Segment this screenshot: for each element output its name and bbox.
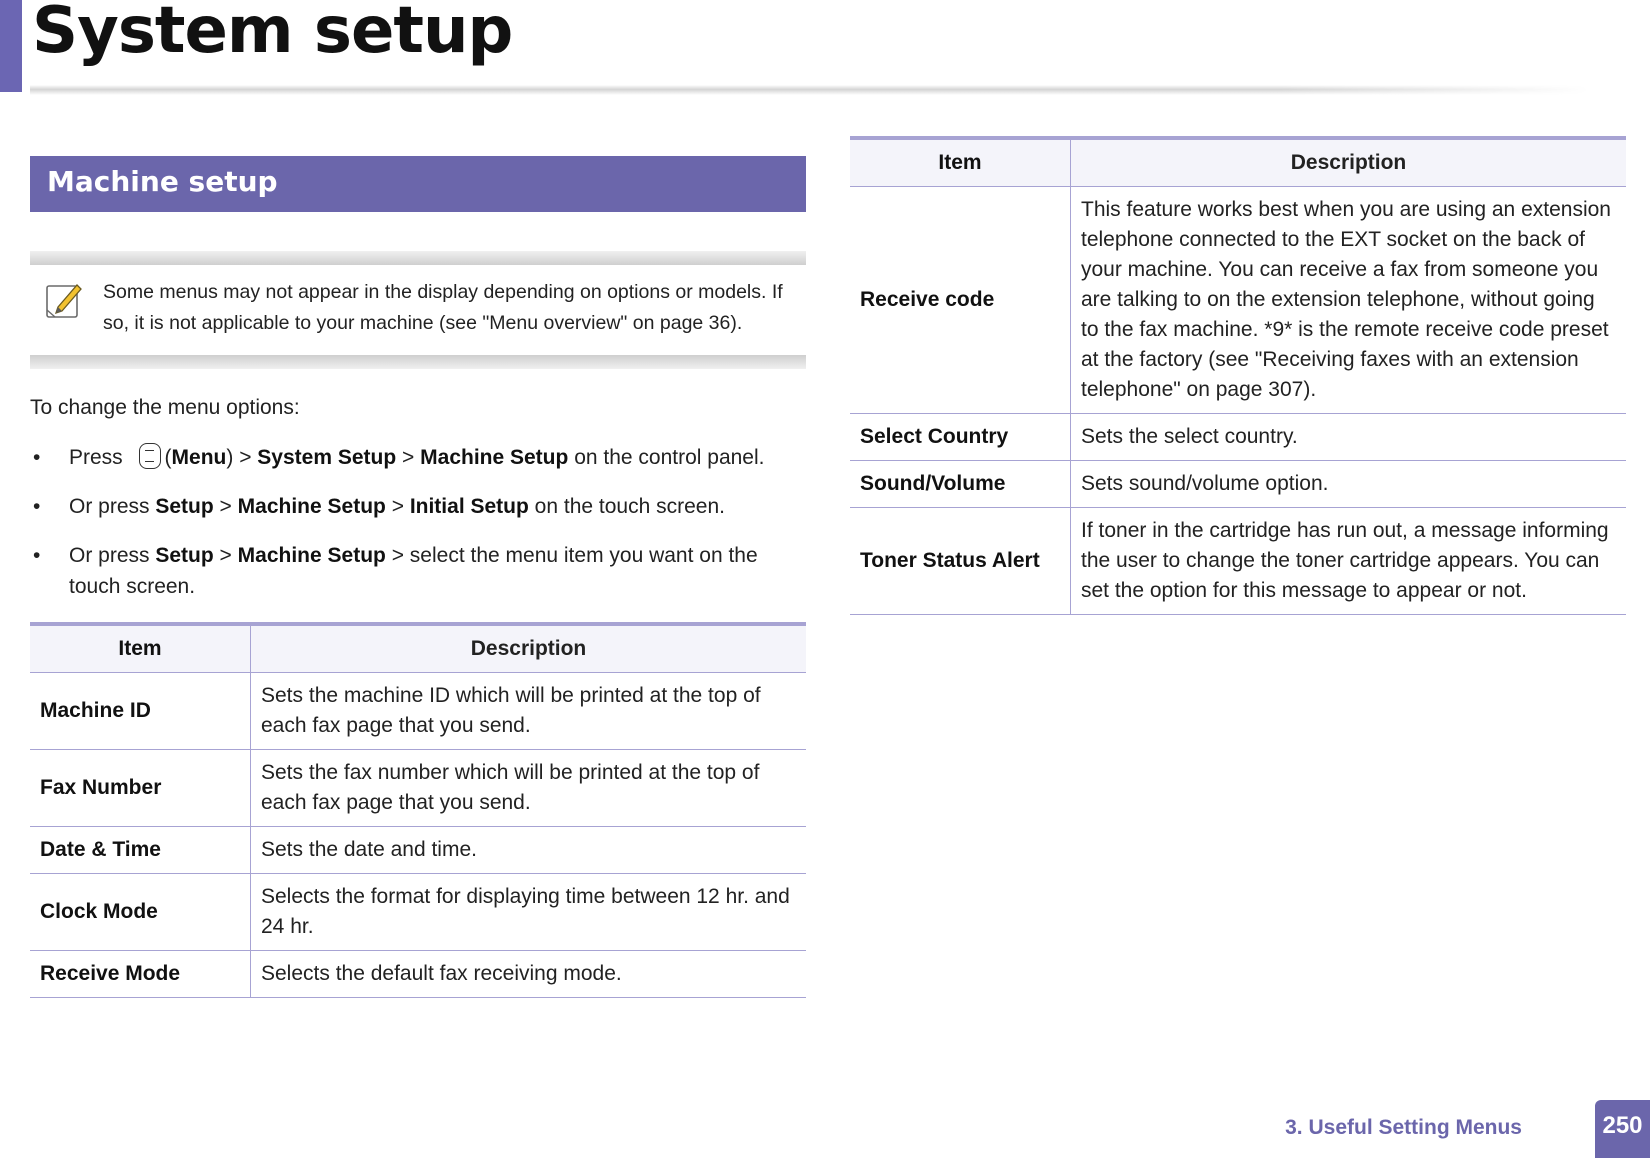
note-text: Some menus may not appear in the display depending on options or models. If so, it is not applicable to your machine (see "Menu overview" on page 36). — [103, 281, 783, 334]
footer-chapter-label: 3. Useful Setting Menus — [1285, 1116, 1522, 1139]
description-cell: Sets sound/volume option. — [1071, 461, 1627, 508]
description-cell: Sets the date and time. — [251, 827, 807, 874]
table-row — [30, 951, 806, 998]
instruction-list — [30, 442, 806, 602]
item-cell: Receive Mode — [30, 951, 251, 998]
description-cell: This feature works best when you are using an extension telephone connected to the EXT socket on the back of your machine. You can receive a fax from someone you are talking to on the extension telephone, without going to the fax machine. *9* is the remote receive code preset at the factory (see "Receiving faxes with an extension telephone" on page 307). — [1071, 187, 1627, 414]
menu-button-icon — [139, 443, 161, 469]
page-number-badge: 250 — [1595, 1100, 1650, 1158]
left-column — [30, 156, 806, 998]
table-header-row — [850, 138, 1626, 187]
machine-setup-table — [30, 622, 806, 998]
list-item: • Or press Setup > Machine Setup > Initial Setup on the touch screen. — [33, 495, 725, 518]
table-row — [30, 874, 806, 951]
item-cell: Clock Mode — [30, 874, 251, 951]
table-row — [850, 508, 1626, 615]
section-heading: Machine setup — [30, 156, 806, 212]
title-divider — [30, 85, 1590, 95]
description-cell: Sets the select country. — [1071, 414, 1627, 461]
column-header-item: Item — [30, 624, 251, 673]
right-column — [850, 136, 1626, 615]
intro-text: To change the menu options: — [30, 396, 300, 419]
note-top-bar — [30, 251, 806, 265]
description-cell: Sets the fax number which will be printed at the top of each fax page that you send. — [251, 750, 807, 827]
description-cell: Selects the default fax receiving mode. — [251, 951, 807, 998]
table-row — [30, 673, 806, 750]
table-header-row — [30, 624, 806, 673]
item-cell: Machine ID — [30, 673, 251, 750]
note-pencil-icon — [44, 281, 84, 321]
table-row — [30, 750, 806, 827]
list-item: • Or press Setup > Machine Setup > select the menu item you want on the touch screen. — [33, 544, 758, 598]
table-row — [850, 414, 1626, 461]
description-cell: Selects the format for displaying time between 12 hr. and 24 hr. — [251, 874, 807, 951]
item-cell: Sound/Volume — [850, 461, 1071, 508]
item-cell: Select Country — [850, 414, 1071, 461]
item-cell: Date & Time — [30, 827, 251, 874]
page-title: System setup — [32, 0, 513, 68]
note-bottom-bar — [30, 355, 806, 369]
list-item: • Press (Menu) > System Setup > Machine Setup on the control panel. — [30, 442, 806, 473]
description-cell: If toner in the cartridge has run out, a message informing the user to change the toner cartridge appears. You can set the option for this message to appear or not. — [1071, 508, 1627, 615]
item-cell: Receive code — [850, 187, 1071, 414]
table-row — [850, 461, 1626, 508]
description-cell: Sets the machine ID which will be printed at the top of each fax page that you send. — [251, 673, 807, 750]
note-box — [30, 251, 806, 369]
table-row — [30, 827, 806, 874]
item-cell: Fax Number — [30, 750, 251, 827]
column-header-description: Description — [251, 624, 807, 673]
item-cell: Toner Status Alert — [850, 508, 1071, 615]
machine-setup-table-continued — [850, 136, 1626, 615]
column-header-description: Description — [1071, 138, 1627, 187]
title-accent-bar — [0, 0, 22, 92]
table-row — [850, 187, 1626, 414]
column-header-item: Item — [850, 138, 1071, 187]
